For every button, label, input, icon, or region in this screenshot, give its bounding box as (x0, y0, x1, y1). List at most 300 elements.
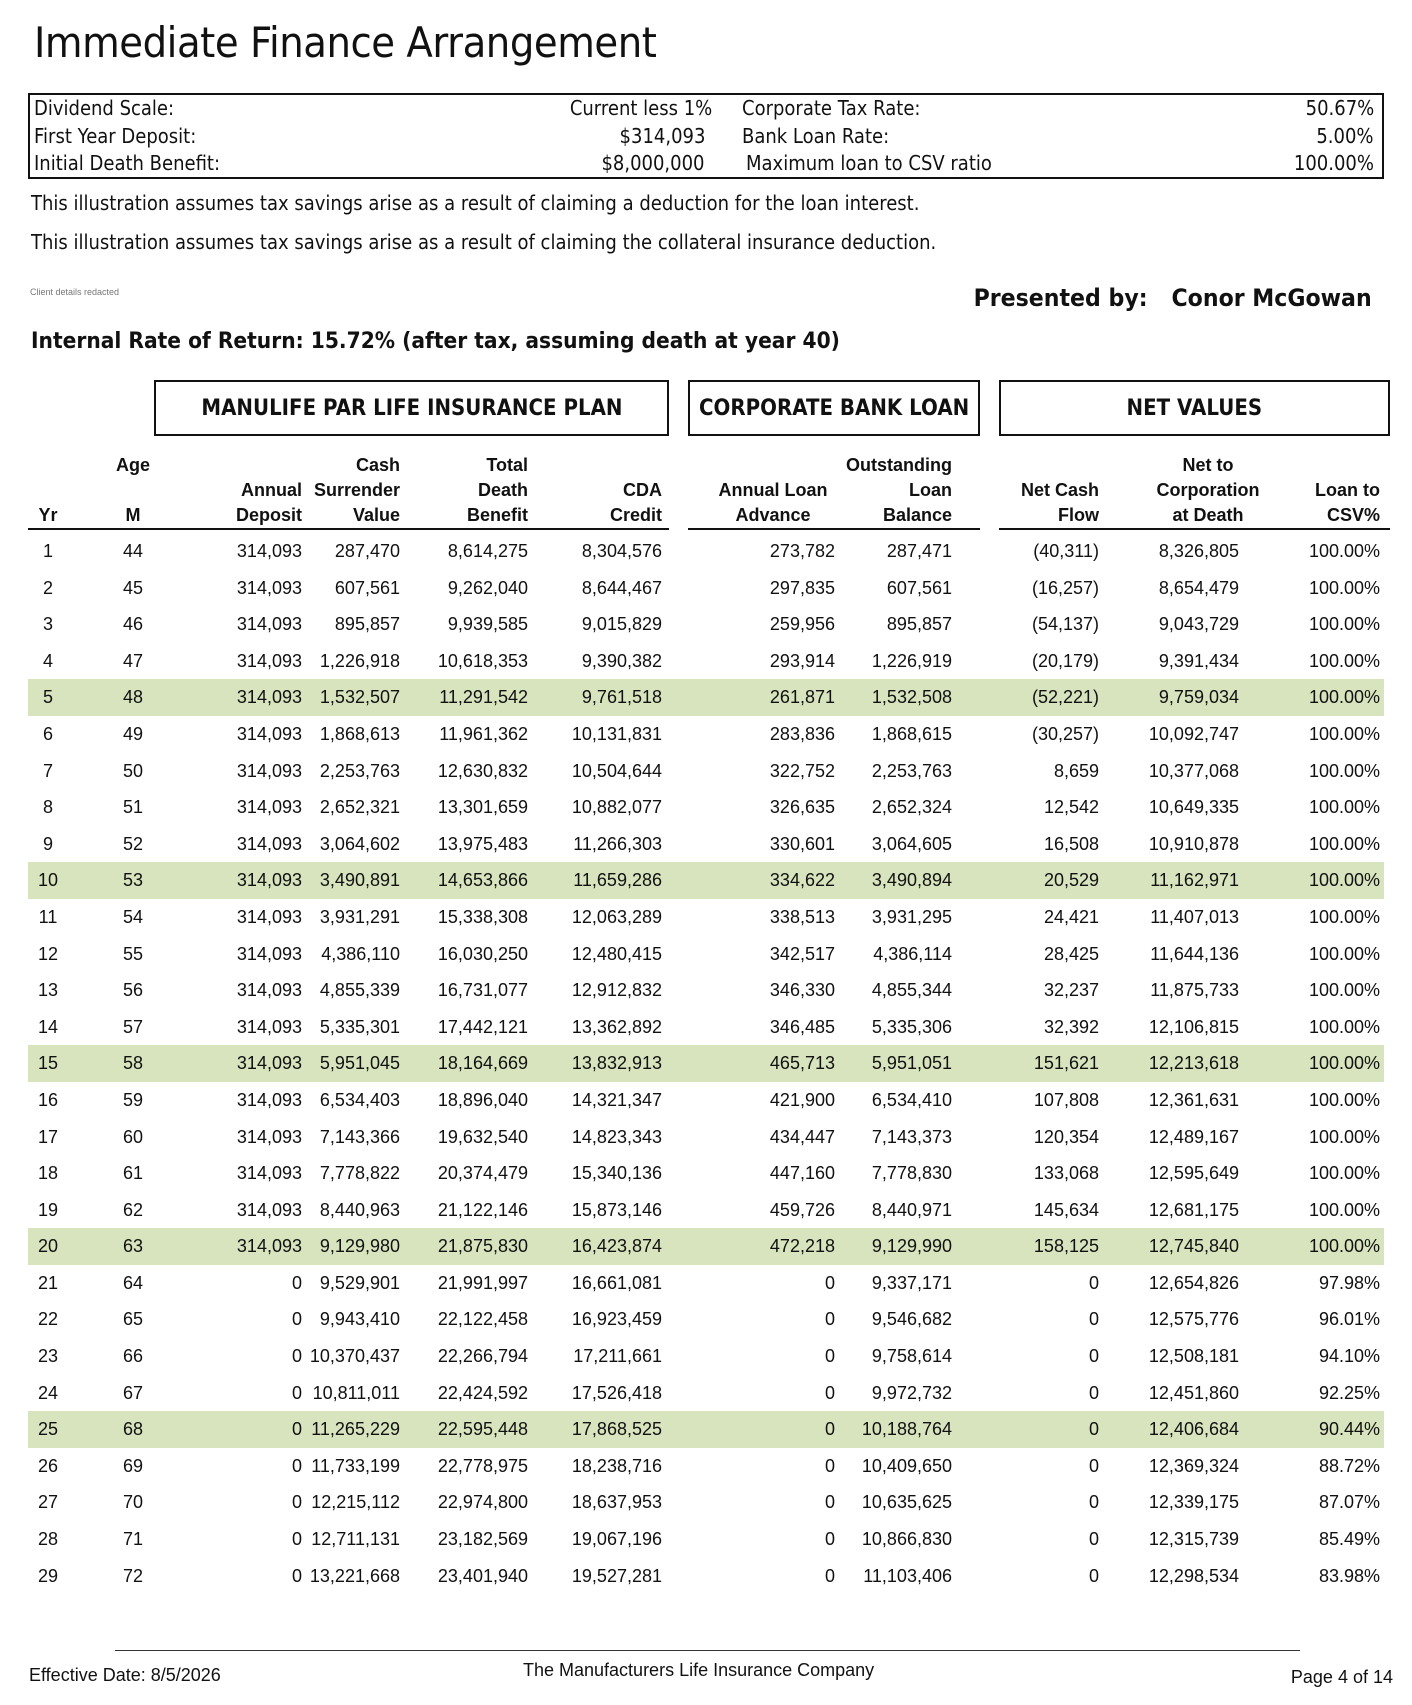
cell-outstanding-loan-balance: 895,857 (886, 614, 952, 635)
cell-net-to-corporation: 12,315,739 (1148, 1529, 1239, 1550)
cell-net-cash-flow: (20,179) (1031, 650, 1099, 671)
cell-cash-surrender-value: 607,561 (334, 577, 400, 598)
cell-total-death-benefit: 22,122,458 (437, 1309, 528, 1330)
cell-age: 65 (122, 1309, 144, 1330)
note-collateral-deduction: This illustration assumes tax savings arise as a result of claiming the collateral insurance deduction. (31, 230, 937, 254)
page-title: Immediate Finance Arrangement (34, 18, 657, 67)
cell-cda-credit: 19,527,281 (571, 1565, 662, 1586)
cell-net-to-corporation: 12,298,534 (1148, 1565, 1239, 1586)
table-row (28, 1045, 1384, 1082)
cell-cash-surrender-value: 895,857 (334, 614, 400, 635)
cell-annual-loan-advance: 322,752 (769, 760, 835, 781)
cell-loan-to-csv: 100.00% (1308, 906, 1380, 927)
cell-net-to-corporation: 12,575,776 (1148, 1309, 1239, 1330)
cell-yr: 6 (42, 723, 53, 744)
cell-age: 57 (122, 1016, 144, 1037)
cell-outstanding-loan-balance: 5,951,051 (871, 1053, 952, 1074)
initial-death-benefit-value: $8,000,000 (601, 151, 705, 175)
cell-net-to-corporation: 9,391,434 (1158, 650, 1239, 671)
cell-outstanding-loan-balance: 9,129,990 (871, 1236, 952, 1257)
table-row (28, 753, 1384, 790)
first-year-deposit-label: First Year Deposit: (34, 124, 197, 148)
table-row (28, 1155, 1384, 1192)
header-net-cash-flow: Net Cash Flow (1020, 480, 1099, 525)
bank-loan-rate-label: Bank Loan Rate: (742, 124, 890, 148)
cell-net-to-corporation: 11,407,013 (1150, 906, 1239, 927)
cell-outstanding-loan-balance: 4,386,114 (873, 943, 952, 964)
cell-annual-loan-advance: 259,956 (769, 614, 835, 635)
cell-loan-to-csv: 100.00% (1308, 870, 1380, 891)
cell-cash-surrender-value: 6,534,403 (319, 1089, 400, 1110)
cell-yr: 3 (42, 614, 53, 635)
table-row (28, 643, 1384, 680)
cell-annual-deposit: 314,093 (236, 541, 302, 561)
cell-net-cash-flow: 145,634 (1033, 1199, 1099, 1220)
cell-cda-credit: 16,423,874 (571, 1236, 662, 1257)
section-insurance-plan: MANULIFE PAR LIFE INSURANCE PLAN (154, 380, 669, 436)
table-row (28, 1082, 1384, 1119)
effective-date: Effective Date: 8/5/2026 (29, 1665, 221, 1685)
cell-cda-credit: 9,761,518 (581, 687, 662, 708)
cell-cda-credit: 14,823,343 (571, 1126, 662, 1147)
cell-loan-to-csv: 92.25% (1318, 1382, 1380, 1403)
cell-total-death-benefit: 22,424,592 (437, 1382, 528, 1403)
cell-annual-loan-advance: 0 (824, 1419, 835, 1440)
cell-age: 69 (122, 1455, 144, 1476)
cell-outstanding-loan-balance: 5,335,306 (871, 1016, 952, 1037)
cell-annual-loan-advance: 465,713 (769, 1053, 835, 1074)
table-row (28, 1119, 1384, 1156)
cell-outstanding-loan-balance: 9,546,682 (871, 1309, 952, 1330)
cell-total-death-benefit: 22,778,975 (437, 1455, 528, 1476)
cell-annual-deposit: 314,093 (236, 687, 302, 708)
cell-yr: 18 (37, 1163, 59, 1184)
initial-death-benefit-label: Initial Death Benefit: (34, 151, 221, 175)
cell-net-cash-flow: 0 (1088, 1565, 1099, 1586)
cell-net-cash-flow: (40,311) (1033, 541, 1099, 561)
cell-annual-loan-advance: 0 (824, 1309, 835, 1330)
cell-cda-credit: 9,015,829 (581, 614, 662, 635)
cell-total-death-benefit: 9,939,585 (447, 614, 528, 635)
cell-age: 56 (122, 980, 144, 1001)
cell-cash-surrender-value: 1,226,918 (319, 650, 400, 671)
cell-net-to-corporation: 10,910,878 (1148, 833, 1239, 854)
cell-net-to-corporation: 12,106,815 (1148, 1016, 1239, 1037)
max-loan-ratio-label: Maximum loan to CSV ratio (746, 151, 992, 175)
section-corporate-bank-loan: CORPORATE BANK LOAN (688, 380, 980, 436)
cell-net-to-corporation: 11,644,136 (1150, 943, 1239, 964)
cell-loan-to-csv: 100.00% (1308, 833, 1380, 854)
cell-outstanding-loan-balance: 1,226,919 (871, 650, 952, 671)
cell-age: 48 (122, 687, 144, 708)
cell-loan-to-csv: 100.00% (1308, 943, 1380, 964)
cell-cda-credit: 11,659,286 (573, 870, 662, 891)
cell-annual-deposit: 0 (291, 1309, 302, 1330)
cell-yr: 11 (38, 906, 58, 927)
cell-total-death-benefit: 22,974,800 (437, 1492, 528, 1513)
table-row (28, 862, 1384, 899)
cell-cda-credit: 17,211,661 (573, 1346, 662, 1367)
cell-cash-surrender-value: 11,265,229 (311, 1419, 400, 1440)
cell-cash-surrender-value: 5,951,045 (319, 1053, 400, 1074)
header-total-death-benefit: Total Death Benefit (466, 455, 528, 525)
cell-total-death-benefit: 21,991,997 (437, 1272, 528, 1293)
cell-annual-deposit: 314,093 (236, 797, 302, 818)
cell-loan-to-csv: 100.00% (1308, 577, 1380, 598)
cell-net-cash-flow: 0 (1088, 1382, 1099, 1403)
cell-total-death-benefit: 8,614,275 (447, 541, 528, 561)
cell-net-cash-flow: (54,137) (1031, 614, 1099, 635)
cell-loan-to-csv: 100.00% (1308, 1053, 1380, 1074)
cell-loan-to-csv: 97.98% (1318, 1272, 1380, 1293)
cell-loan-to-csv: 100.00% (1308, 541, 1380, 561)
cell-cash-surrender-value: 7,143,366 (319, 1126, 400, 1147)
cell-loan-to-csv: 100.00% (1308, 1016, 1380, 1037)
table-row (28, 1411, 1384, 1448)
table-row (28, 826, 1384, 863)
cell-yr: 26 (37, 1455, 59, 1476)
cell-age: 68 (122, 1419, 144, 1440)
table-row (28, 533, 1384, 570)
table-row (28, 1338, 1384, 1375)
cell-annual-loan-advance: 342,517 (769, 943, 835, 964)
cell-loan-to-csv: 96.01% (1318, 1309, 1380, 1330)
cell-net-to-corporation: 12,213,618 (1148, 1053, 1239, 1074)
table-row (28, 1558, 1384, 1595)
cell-annual-loan-advance: 297,835 (769, 577, 835, 598)
header-annual-deposit: Annual Deposit (235, 480, 302, 525)
cell-cda-credit: 17,526,418 (571, 1382, 662, 1403)
cell-loan-to-csv: 100.00% (1308, 760, 1380, 781)
cell-total-death-benefit: 20,374,479 (437, 1163, 528, 1184)
cell-cash-surrender-value: 1,868,613 (319, 723, 400, 744)
cell-annual-deposit: 314,093 (236, 723, 302, 744)
presented-by-label: Presented by: (973, 284, 1148, 312)
cell-annual-deposit: 314,093 (236, 870, 302, 891)
cell-annual-loan-advance: 334,622 (769, 870, 835, 891)
cell-annual-deposit: 314,093 (236, 1126, 302, 1147)
cell-cash-surrender-value: 11,733,199 (311, 1455, 400, 1476)
table-row (28, 1484, 1384, 1521)
dividend-scale-label: Dividend Scale: (34, 96, 175, 120)
cell-net-cash-flow: (52,221) (1031, 687, 1099, 708)
cell-cash-surrender-value: 7,778,822 (319, 1163, 400, 1184)
cell-annual-deposit: 314,093 (236, 577, 302, 598)
cell-net-cash-flow: 120,354 (1033, 1126, 1099, 1147)
cell-net-cash-flow: 32,237 (1043, 980, 1099, 1001)
cell-net-cash-flow: (30,257) (1031, 723, 1099, 744)
cell-net-cash-flow: 0 (1088, 1272, 1099, 1293)
cell-cda-credit: 11,266,303 (573, 833, 662, 854)
cell-net-to-corporation: 10,092,747 (1148, 723, 1239, 744)
cell-cda-credit: 13,832,913 (571, 1053, 662, 1074)
cell-total-death-benefit: 9,262,040 (447, 577, 528, 598)
cell-annual-loan-advance: 338,513 (769, 906, 835, 927)
cell-net-to-corporation: 9,043,729 (1158, 614, 1239, 635)
cell-cash-surrender-value: 2,652,321 (319, 797, 400, 818)
cell-yr: 12 (37, 943, 59, 964)
cell-loan-to-csv: 100.00% (1308, 1199, 1380, 1220)
cell-outstanding-loan-balance: 2,253,763 (871, 760, 952, 781)
cell-yr: 4 (42, 650, 53, 671)
cell-annual-deposit: 0 (291, 1492, 302, 1513)
table-row (28, 1375, 1384, 1412)
cell-age: 47 (122, 650, 144, 671)
cell-net-cash-flow: 133,068 (1033, 1163, 1099, 1184)
header-cda-credit: CDA Credit (609, 480, 662, 525)
cell-annual-loan-advance: 273,782 (769, 541, 835, 561)
client-details-redacted: Client details redacted (30, 287, 120, 297)
cell-net-to-corporation: 8,654,479 (1158, 577, 1239, 598)
cell-cash-surrender-value: 5,335,301 (319, 1016, 400, 1037)
cell-net-cash-flow: 158,125 (1033, 1236, 1099, 1257)
cell-total-death-benefit: 21,875,830 (437, 1236, 528, 1257)
table-row (28, 1192, 1384, 1229)
header-loan-to-csv: Loan to CSV% (1315, 480, 1380, 525)
header-cash-surrender-value: Cash Surrender Value (313, 455, 400, 525)
cell-total-death-benefit: 10,618,353 (437, 650, 528, 671)
cell-loan-to-csv: 100.00% (1308, 650, 1380, 671)
cell-age: 66 (122, 1346, 144, 1367)
cell-net-cash-flow: 107,808 (1033, 1089, 1099, 1110)
cell-outstanding-loan-balance: 9,337,171 (871, 1272, 952, 1293)
cell-yr: 25 (37, 1419, 59, 1440)
cell-net-cash-flow: 12,542 (1043, 797, 1099, 818)
cell-net-to-corporation: 10,377,068 (1148, 760, 1239, 781)
cell-age: 46 (122, 614, 144, 635)
cell-age: 52 (122, 833, 144, 854)
cell-yr: 23 (37, 1346, 59, 1367)
cell-cda-credit: 16,923,459 (571, 1309, 662, 1330)
cell-outstanding-loan-balance: 1,868,615 (871, 723, 952, 744)
cell-total-death-benefit: 18,164,669 (437, 1053, 528, 1074)
cell-total-death-benefit: 22,266,794 (437, 1346, 528, 1367)
cell-age: 61 (122, 1163, 144, 1184)
cell-outstanding-loan-balance: 10,866,830 (861, 1529, 952, 1550)
cell-cda-credit: 8,644,467 (581, 577, 662, 598)
cell-yr: 8 (42, 797, 53, 818)
cell-cash-surrender-value: 9,129,980 (319, 1236, 400, 1257)
cell-net-cash-flow: 0 (1088, 1346, 1099, 1367)
cell-net-to-corporation: 12,489,167 (1148, 1126, 1239, 1147)
table-row (28, 1301, 1384, 1338)
cell-annual-deposit: 314,093 (236, 980, 302, 1001)
cell-annual-deposit: 314,093 (236, 614, 302, 635)
cell-yr: 14 (37, 1016, 59, 1037)
table-row (28, 899, 1384, 936)
cell-total-death-benefit: 15,338,308 (437, 906, 528, 927)
cell-annual-deposit: 314,093 (236, 1016, 302, 1037)
cell-cash-surrender-value: 1,532,507 (319, 687, 400, 708)
cell-cash-surrender-value: 10,370,437 (309, 1346, 400, 1367)
cell-age: 55 (122, 943, 144, 964)
cell-yr: 10 (37, 870, 59, 891)
cell-net-cash-flow: 0 (1088, 1455, 1099, 1476)
cell-loan-to-csv: 85.49% (1318, 1529, 1380, 1550)
presented-by (974, 284, 1372, 312)
cell-cash-surrender-value: 8,440,963 (319, 1199, 400, 1220)
cell-yr: 27 (37, 1492, 59, 1513)
cell-net-cash-flow: 28,425 (1043, 943, 1099, 964)
cell-cash-surrender-value: 3,931,291 (319, 906, 400, 927)
cell-annual-loan-advance: 447,160 (769, 1163, 835, 1184)
cell-outstanding-loan-balance: 7,778,830 (871, 1163, 952, 1184)
cell-age: 54 (122, 906, 144, 927)
cell-net-to-corporation: 12,745,840 (1148, 1236, 1239, 1257)
cell-annual-loan-advance: 0 (824, 1382, 835, 1403)
header-rule-net (999, 528, 1390, 530)
header-net-to-corporation: Net to Corporation at Death (1156, 455, 1260, 525)
cell-loan-to-csv: 83.98% (1318, 1565, 1380, 1586)
cell-total-death-benefit: 23,182,569 (437, 1529, 528, 1550)
cell-age: 59 (122, 1089, 144, 1110)
cell-net-to-corporation: 11,875,733 (1150, 980, 1239, 1001)
cell-age: 53 (122, 870, 144, 891)
table-row (28, 1448, 1384, 1485)
max-loan-ratio-value: 100.00% (1293, 151, 1374, 175)
cell-outstanding-loan-balance: 10,188,764 (861, 1419, 952, 1440)
cell-total-death-benefit: 13,975,483 (437, 833, 528, 854)
cell-annual-loan-advance: 283,836 (769, 723, 835, 744)
cell-net-to-corporation: 12,681,175 (1148, 1199, 1239, 1220)
cell-yr: 1 (42, 541, 53, 561)
header-yr: Yr (38, 505, 58, 525)
cell-cash-surrender-value: 9,529,901 (319, 1272, 400, 1293)
cell-cda-credit: 18,238,716 (571, 1455, 662, 1476)
cell-loan-to-csv: 88.72% (1318, 1455, 1380, 1476)
cell-annual-deposit: 0 (291, 1346, 302, 1367)
table-row (28, 1228, 1384, 1265)
cell-age: 64 (122, 1272, 144, 1293)
internal-rate-of-return: Internal Rate of Return: 15.72% (after tax, assuming death at year 40) (31, 329, 840, 354)
cell-net-to-corporation: 12,595,649 (1148, 1163, 1239, 1184)
cell-net-cash-flow: 151,621 (1033, 1053, 1099, 1074)
cell-annual-deposit: 0 (291, 1382, 302, 1403)
dividend-scale-value: Current less 1% (569, 96, 712, 120)
cell-total-death-benefit: 19,632,540 (437, 1126, 528, 1147)
cell-loan-to-csv: 100.00% (1308, 614, 1380, 635)
cell-net-cash-flow: 16,508 (1043, 833, 1099, 854)
cell-net-to-corporation: 10,649,335 (1148, 797, 1239, 818)
cell-cda-credit: 15,340,136 (571, 1163, 662, 1184)
cell-age: 60 (122, 1126, 144, 1147)
cell-age: 49 (122, 723, 144, 744)
cell-loan-to-csv: 100.00% (1308, 980, 1380, 1001)
page-number: Page 4 of 14 (1290, 1667, 1393, 1687)
cell-yr: 2 (42, 577, 53, 598)
cell-net-to-corporation: 9,759,034 (1158, 687, 1239, 708)
cell-yr: 17 (37, 1126, 59, 1147)
cell-outstanding-loan-balance: 3,490,894 (871, 870, 952, 891)
cell-net-cash-flow: 0 (1088, 1529, 1099, 1550)
cell-yr: 28 (37, 1529, 59, 1550)
cell-annual-loan-advance: 0 (824, 1565, 835, 1586)
cell-cda-credit: 12,063,289 (571, 906, 662, 927)
header-rule-insurance (28, 528, 669, 530)
corporate-tax-rate-label: Corporate Tax Rate: (742, 96, 921, 120)
cell-outstanding-loan-balance: 3,931,295 (871, 906, 952, 927)
cell-total-death-benefit: 13,301,659 (437, 797, 528, 818)
cell-yr: 29 (37, 1565, 59, 1586)
cell-total-death-benefit: 21,122,146 (437, 1199, 528, 1220)
cell-age: 62 (122, 1199, 144, 1220)
cell-age: 44 (122, 541, 144, 561)
cell-outstanding-loan-balance: 11,103,406 (863, 1565, 952, 1586)
cell-loan-to-csv: 100.00% (1308, 797, 1380, 818)
cell-cda-credit: 15,873,146 (571, 1199, 662, 1220)
cell-outstanding-loan-balance: 607,561 (886, 577, 952, 598)
cell-annual-loan-advance: 0 (824, 1529, 835, 1550)
cell-annual-deposit: 0 (291, 1529, 302, 1550)
cell-cash-surrender-value: 3,064,602 (319, 833, 400, 854)
cell-annual-loan-advance: 0 (824, 1272, 835, 1293)
corporate-tax-rate-value: 50.67% (1305, 96, 1374, 120)
cell-yr: 20 (37, 1236, 59, 1257)
cell-outstanding-loan-balance: 7,143,373 (871, 1126, 952, 1147)
cell-loan-to-csv: 94.10% (1318, 1346, 1380, 1367)
cell-annual-loan-advance: 346,330 (769, 980, 835, 1001)
cell-yr: 21 (37, 1272, 59, 1293)
cell-total-death-benefit: 22,595,448 (437, 1419, 528, 1440)
cell-cash-surrender-value: 2,253,763 (319, 760, 400, 781)
header-annual-loan-advance: Annual Loan Advance (718, 480, 828, 525)
cell-net-cash-flow: 20,529 (1043, 870, 1099, 891)
cell-annual-deposit: 314,093 (236, 760, 302, 781)
cell-cda-credit: 9,390,382 (581, 650, 662, 671)
cell-loan-to-csv: 100.00% (1308, 1163, 1380, 1184)
cell-cda-credit: 14,321,347 (571, 1089, 662, 1110)
cell-cda-credit: 8,304,576 (581, 541, 662, 561)
header-rule-loan (688, 528, 980, 530)
cell-net-to-corporation: 12,339,175 (1148, 1492, 1239, 1513)
header-outstanding-loan-balance: Outstanding Loan Balance (846, 455, 952, 525)
cell-total-death-benefit: 11,961,362 (439, 723, 528, 744)
cell-cash-surrender-value: 12,711,131 (311, 1529, 400, 1550)
cell-net-cash-flow: (16,257) (1031, 577, 1099, 598)
cell-total-death-benefit: 16,731,077 (437, 980, 528, 1001)
cell-age: 58 (122, 1053, 144, 1074)
cell-yr: 24 (37, 1382, 59, 1403)
cell-outstanding-loan-balance: 9,758,614 (871, 1346, 952, 1367)
cell-outstanding-loan-balance: 10,635,625 (861, 1492, 952, 1513)
cell-cash-surrender-value: 4,386,110 (321, 943, 400, 964)
first-year-deposit-value: $314,093 (619, 124, 705, 148)
table-row (28, 606, 1384, 643)
table-row (28, 936, 1384, 973)
table-row (28, 1521, 1384, 1558)
cell-net-to-corporation: 11,162,971 (1150, 870, 1239, 891)
cell-annual-loan-advance: 459,726 (769, 1199, 835, 1220)
cell-annual-deposit: 0 (291, 1565, 302, 1586)
cell-annual-deposit: 314,093 (236, 906, 302, 927)
bank-loan-rate-value: 5.00% (1316, 124, 1374, 148)
cell-cash-surrender-value: 10,811,011 (312, 1382, 400, 1403)
cell-annual-loan-advance: 326,635 (769, 797, 835, 818)
cell-cash-surrender-value: 12,215,112 (311, 1492, 400, 1513)
cell-age: 67 (122, 1382, 144, 1403)
cell-cda-credit: 13,362,892 (571, 1016, 662, 1037)
cell-net-cash-flow: 8,659 (1053, 760, 1099, 781)
cell-loan-to-csv: 100.00% (1308, 1236, 1380, 1257)
table-row (28, 1265, 1384, 1302)
cell-annual-loan-advance: 0 (824, 1346, 835, 1367)
cell-cda-credit: 12,480,415 (571, 943, 662, 964)
cell-total-death-benefit: 14,653,866 (437, 870, 528, 891)
table-row (28, 716, 1384, 753)
cell-annual-deposit: 314,093 (236, 1163, 302, 1184)
cell-outstanding-loan-balance: 8,440,971 (871, 1199, 952, 1220)
cell-outstanding-loan-balance: 10,409,650 (861, 1455, 952, 1476)
